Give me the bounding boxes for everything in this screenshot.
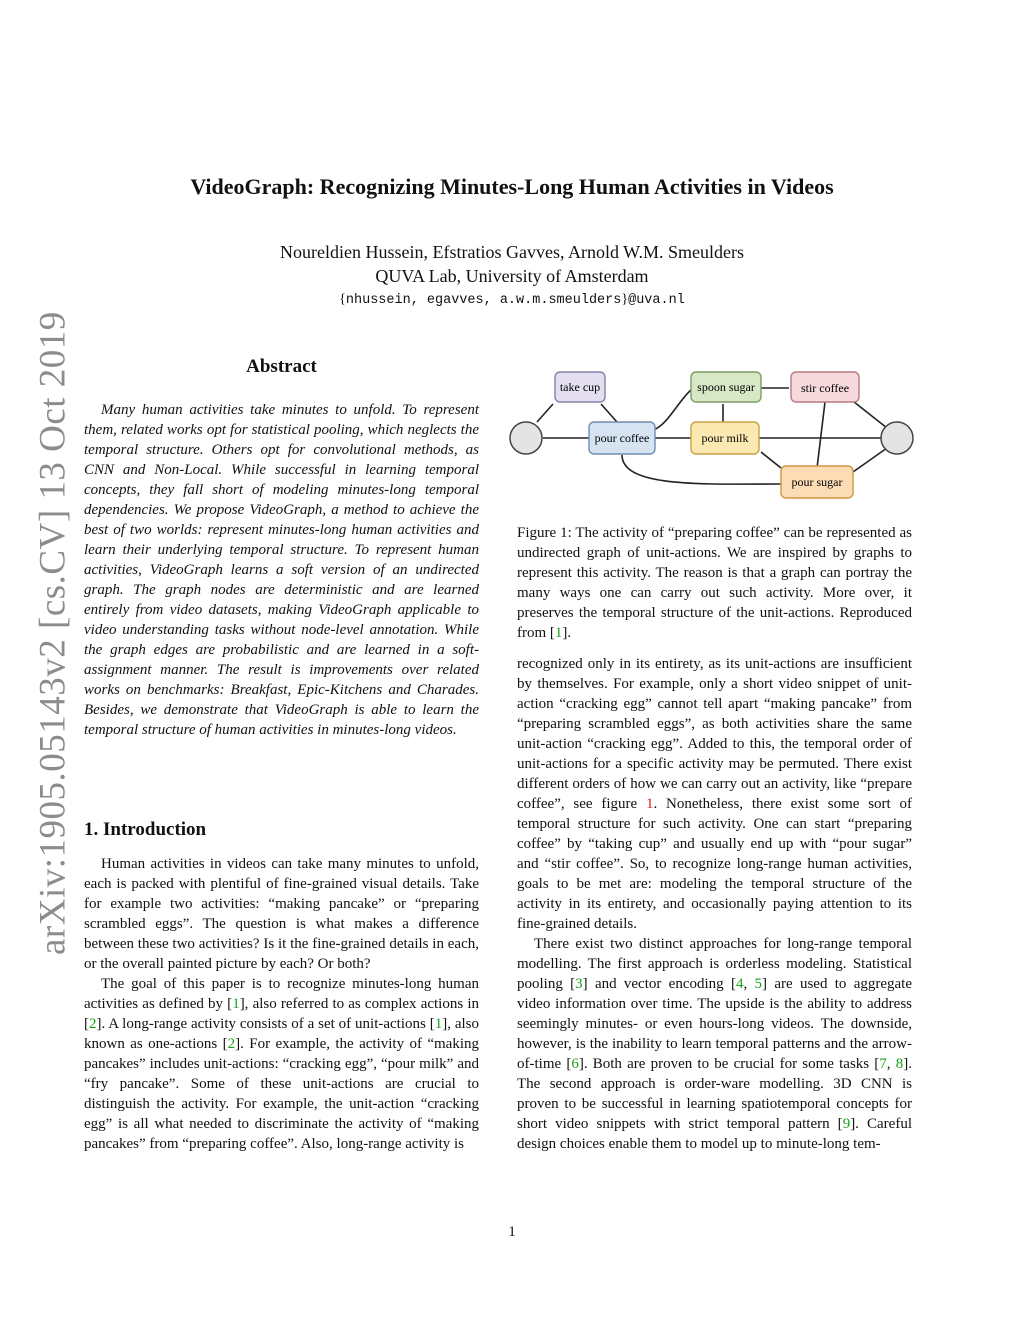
figure-caption-text: Figure 1: The activity of “preparing coffee” can be represented as undirected graph of unit-actions. We are inspired by graphs to represent this activity. The reason is that a graph can portray the many ways one can carry out such activity. More over, it preserves the temporal structure of the unit-actions. Reproduced from [1]. <box>517 525 912 641</box>
introduction-heading: 1. Introduction <box>84 819 207 840</box>
abstract-body <box>84 400 479 740</box>
intro-paragraph-4: There exist two distinct approaches for long-range temporal modelling. The first approach is orderless modeling. Statistical pooling [3] and vector encoding [4, 5] are used to aggregate video information over time. The upside is the ability to address seemingly minutes- or even hours-long videos. The downside, however, is the inability to learn temporal patterns and the arrow-of-time [6]. Both are proven to be crucial for some tasks [7, 8]. The second approach is order-ware modelling. 3D CNN is proven to be successful in learning spatiotemporal concepts for short video snippets with strict temporal pattern [9]. Careful design choices enable them to model up to minute-long tem- <box>517 936 913 1152</box>
email-brace-open: { <box>339 292 346 307</box>
end-node <box>881 422 913 454</box>
affiliation: QUVA Lab, University of Amsterdam <box>375 266 649 286</box>
node-label: stir coffee <box>800 381 850 395</box>
figure-1-activity-graph <box>505 360 925 500</box>
node-stir-coffee <box>791 372 859 402</box>
graph-edge <box>761 452 781 468</box>
page-number: 1 <box>508 1224 516 1240</box>
citation-link[interactable]: 1 <box>554 625 563 641</box>
citation-link[interactable]: 1 <box>232 996 240 1012</box>
citation-link[interactable]: 4 <box>735 976 744 992</box>
citation-link[interactable]: 7 <box>879 1056 887 1072</box>
introduction-left-column <box>84 854 479 1154</box>
intro-paragraph-2: The goal of this paper is to recognize minutes-long human activities as defined by [1], also referred to as complex actions in [2]. A long-range activity consists of a set of unit-actions [1], also known as one-actions [2]. For example, the activity of “making pancakes” includes unit-actions: “cracking egg”, “pour milk” and “fry pancake”. Some of these unit-actions are crucial to distinguish the activity. For example, the unit-action “cracking egg” is all what needed to discriminate the activity of “making pancakes” from “preparing coffee”. Also, long-range activity is <box>84 976 479 1152</box>
node-label: take cup <box>559 380 601 394</box>
author-emails <box>0 292 1024 308</box>
node-pour-milk <box>691 422 759 454</box>
abstract-heading: Abstract <box>246 356 317 377</box>
citation-link[interactable]: 9 <box>842 1116 851 1132</box>
paper-title: VideoGraph: Recognizing Minutes-Long Human Activities in Videos <box>190 174 834 199</box>
graph-edge <box>817 402 825 468</box>
figure-reference-link[interactable]: 1 <box>645 796 654 812</box>
node-pour-sugar <box>781 466 853 498</box>
figure-1-caption <box>517 523 912 643</box>
citation-link[interactable]: 1 <box>434 1016 443 1032</box>
node-take-cup <box>555 372 605 402</box>
intro-paragraph-3: recognized only in its entirety, as its unit-actions are insufficient by themselves. For example, only a short video snippet of unit-action “cracking egg” cannot tell apart “making pancake” from “preparing scrambled eggs”, as both activities share the same unit-action “cracking egg”. Added to this, the temporal order of unit-actions for a specific activity may be permuted. There exist different orders of how we can carry out an activity, like “prepare coffee”, see figure 1. Nonetheless, there exist some sort of temporal structure for such activity. One can start “preparing coffee” by “taking cup” and usually end up with “pour sugar” and “stir coffee”. So, to recognize long-range human activities, goals to be met are: modeling the temporal structure of the activity in its entirety, and occasionally paying attention to its fine-grained details. <box>517 656 912 932</box>
graph-edge <box>853 448 887 472</box>
email-domain: @uva.nl <box>628 293 685 308</box>
node-pour-coffee <box>589 422 655 454</box>
arxiv-identifier-stamp: arXiv:1905.05143v2 [cs.CV] 13 Oct 2019 <box>32 311 74 955</box>
node-label: pour milk <box>701 431 749 445</box>
node-spoon-sugar <box>691 372 761 402</box>
citation-link[interactable]: 5 <box>754 976 763 992</box>
start-node <box>510 422 542 454</box>
graph-edge <box>601 404 617 422</box>
node-label: spoon sugar <box>697 380 755 394</box>
email-list: nhussein, egavves, a.w.m.smeulders <box>345 293 622 308</box>
introduction-right-column <box>517 654 912 1154</box>
intro-paragraph-1: Human activities in videos can take many minutes to unfold, each is packed with plentiful of fine-grained visual details. Take for example two activities: “making pancake” or “preparing scrambled eggs”. The question is what makes a difference between these two activities? Is it the fine-grained details in each, or the overall painted picture by each? Or both? <box>84 856 479 972</box>
abstract-text: Many human activities take minutes to unfold. To represent them, related works opt for statistical pooling, which neglects the temporal structure. Others opt for convolutional methods, as CNN and Non-Local. While successful in learning temporal concepts, they fall short of modeling minutes-long temporal dependencies. We propose VideoGraph, a method to achieve the best of two worlds: represent minutes-long human activities and learn their underlying temporal structure. To represent human activities, VideoGraph learns a soft version of an undirected graph. The graph nodes are deterministic and are learned entirely from video datasets, making VideoGraph applicable to video understanding tasks without node-level annotation. While the graph edges are probabilistic and are learned in a soft-assignment manner. The result is improvements over related works on benchmarks: Breakfast, Epic-Kitchens and Charades. Besides, we demonstrate that VideoGraph is able to learn the temporal structure of human activities in minutes-long videos. <box>84 402 479 738</box>
graph-edge <box>653 390 691 430</box>
node-label: pour coffee <box>594 431 650 445</box>
citation-link[interactable]: 2 <box>89 1016 97 1032</box>
citation-link[interactable]: 6 <box>571 1056 579 1072</box>
email-brace-close: } <box>621 292 629 307</box>
author-list: Noureldien Hussein, Efstratios Gavves, Arnold W.M. Smeulders <box>280 242 744 262</box>
citation-link[interactable]: 2 <box>227 1036 236 1052</box>
node-label: pour sugar <box>791 475 843 489</box>
graph-edge <box>537 404 553 422</box>
graph-edge <box>622 455 781 484</box>
citation-link[interactable]: 8 <box>895 1056 904 1072</box>
citation-link[interactable]: 3 <box>575 976 583 992</box>
